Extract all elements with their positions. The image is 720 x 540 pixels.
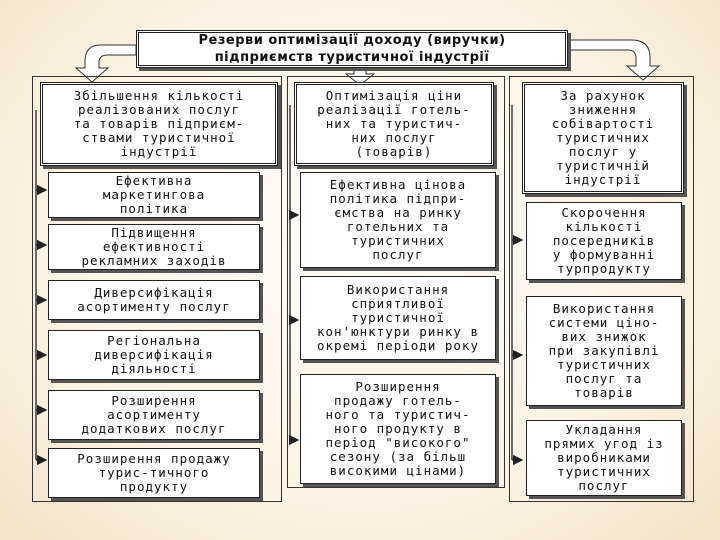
middle-item-1: Ефективна цінова політика підпри- ємства на ринку готельних та туристичних послуг [300, 172, 496, 268]
diagram-title: Резерви оптимізації доходу (виручки) підприємств туристичної індустрії [136, 30, 568, 68]
right-item-1: Скорочення кількості посередників у формуванні турпродукту [526, 202, 682, 280]
left-item-2: Підвищення ефективності рекламних заходів [48, 224, 260, 270]
column-header-quantity: Збільшення кількості реалізованих послуг та товарів підприєм- ствами туристичної індустрії [40, 82, 278, 166]
left-item-1: Ефективна маркетингова політика [48, 172, 260, 218]
left-item-3: Диверсифікація асортименту послуг [48, 280, 260, 320]
column-header-cost: За рахунок зниження собівартості туристичних послуг у туристичній індустрії [522, 82, 684, 194]
column-header-price: Оптимізація ціни реалізації готель- них та туристич- них послуг (товарів) [294, 82, 494, 166]
right-item-2: Використання системи ціно- вих знижок при закупівлі туристичних послуг та товарів [526, 296, 682, 406]
left-item-6: Розширення продажу турис-тичного продукту [48, 448, 260, 498]
middle-item-2: Використання сприятливої туристичної кон'юнктури ринку в окремі періоди року [300, 276, 496, 360]
arrow-right-hollow-icon [568, 40, 659, 80]
left-item-4: Регіональна диверсифікація діяльності [48, 330, 260, 380]
left-item-5: Розширення асортименту додаткових послуг [48, 390, 260, 440]
right-item-3: Укладання прямих угод із виробниками туристичних послуг [526, 420, 682, 496]
middle-item-3: Розширення продажу готель- ного та туристич- ного продукту в період "високого" сезону (за більш високими цінами) [300, 374, 496, 484]
